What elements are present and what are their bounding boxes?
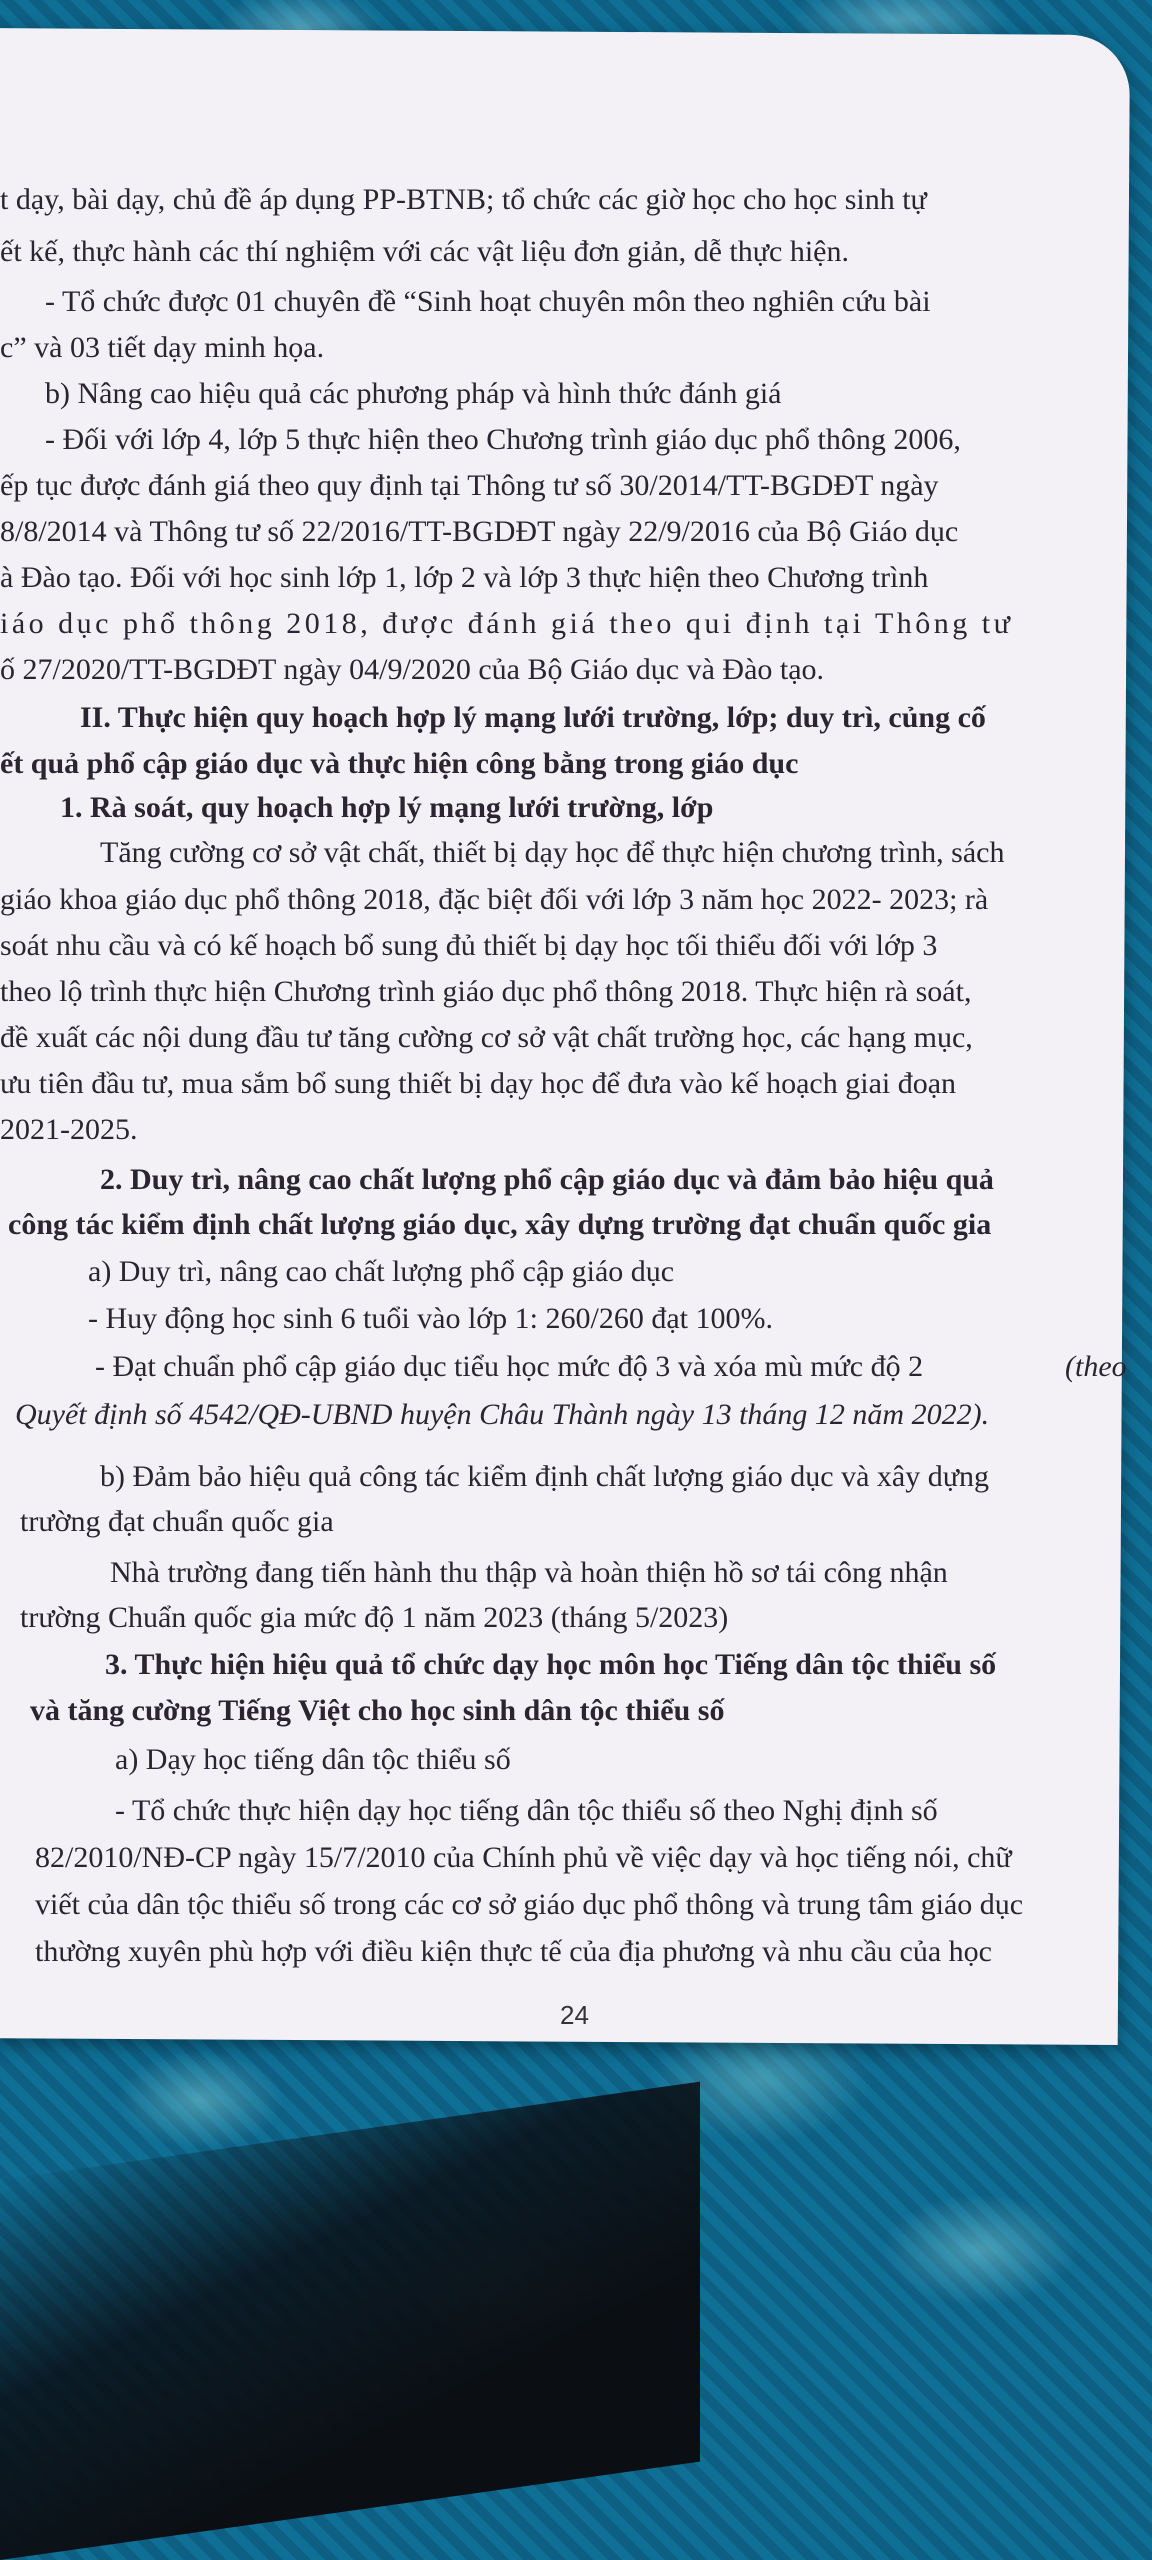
text-line: t dạy, bài dạy, chủ đề áp dụng PP-BTNB; tổ chức các giờ học cho học sinh tự [0,183,927,216]
text-line: soát nhu cầu và có kế hoạch bổ sung đủ thiết bị dạy học tối thiểu đối với lớp 3 [0,929,938,962]
section-heading: ết quả phổ cập giáo dục và thực hiện công bằng trong giáo dục [0,747,799,780]
text-line: - Tổ chức được 01 chuyên đề “Sinh hoạt chuyên môn theo nghiên cứu bài [45,285,931,318]
subsection-heading: 2. Duy trì, nâng cao chất lượng phổ cập giáo dục và đảm bảo hiệu quả [100,1163,994,1196]
text-line: a) Dạy học tiếng dân tộc thiểu số [115,1743,511,1776]
subsection-heading: công tác kiểm định chất lượng giáo dục, xây dựng trường đạt chuẩn quốc gia [8,1208,992,1241]
text-line: ưu tiên đầu tư, mua sắm bổ sung thiết bị dạy học để đưa vào kế hoạch giai đoạn [0,1067,957,1100]
text-line: - Tổ chức thực hiện dạy học tiếng dân tộc thiểu số theo Nghị định số [115,1794,938,1827]
subsection-heading: và tăng cường Tiếng Việt cho học sinh dân tộc thiểu số [30,1694,725,1727]
text-line: ếp tục được đánh giá theo quy định tại Thông tư số 30/2014/TT-BGDĐT ngày [0,469,939,502]
text-line: b) Đảm bảo hiệu quả công tác kiểm định chất lượng giáo dục và xây dựng [100,1460,989,1493]
text-line: 82/2010/NĐ-CP ngày 15/7/2010 của Chính phủ về việc dạy và học tiếng nói, chữ [35,1841,1012,1874]
text-line: viết của dân tộc thiểu số trong các cơ sở giáo dục phổ thông và trung tâm giáo dục [35,1888,1024,1921]
subsection-heading: 3. Thực hiện hiệu quả tổ chức dạy học môn học Tiếng dân tộc thiểu số [105,1648,997,1681]
text-line: Nhà trường đang tiến hành thu thập và hoàn thiện hồ sơ tái công nhận [110,1556,948,1589]
text-line: c” và 03 tiết dạy minh họa. [0,331,325,364]
text-line: trường đạt chuẩn quốc gia [20,1505,334,1538]
text-line: giáo khoa giáo dục phổ thông 2018, đặc biệt đối với lớp 3 năm học 2022- 2023; rà [0,883,989,916]
text-line: Tăng cường cơ sở vật chất, thiết bị dạy học để thực hiện chương trình, sách [100,836,1005,869]
section-heading: II. Thực hiện quy hoạch hợp lý mạng lưới trường, lớp; duy trì, củng cố [80,701,986,734]
text-line: - Huy động học sinh 6 tuổi vào lớp 1: 260/260 đạt 100%. [88,1302,773,1335]
text-line: iáo dục phổ thông 2018, được đánh giá theo qui định tại Thông tư [0,607,1014,640]
text-line: ố 27/2020/TT-BGDĐT ngày 04/9/2020 của Bộ Giáo dục và Đào tạo. [0,653,825,686]
text-line: Quyết định số 4542/QĐ-UBND huyện Châu Thành ngày 13 tháng 12 năm 2022). [15,1398,990,1431]
text-line: à Đào tạo. Đối với học sinh lớp 1, lớp 2 và lớp 3 thực hiện theo Chương trình [0,561,929,594]
text-line: trường Chuẩn quốc gia mức độ 1 năm 2023 (tháng 5/2023) [20,1601,729,1634]
subsection-heading: 1. Rà soát, quy hoạch hợp lý mạng lưới trường, lớp [60,791,714,824]
text-line: a) Duy trì, nâng cao chất lượng phổ cập giáo dục [88,1255,675,1288]
text-line: đề xuất các nội dung đầu tư tăng cường cơ sở vật chất trường học, các hạng mục, [0,1021,973,1054]
text-line: ết kế, thực hành các thí nghiệm với các vật liệu đơn giản, dễ thực hiện. [0,235,849,268]
text-line: (theo [1065,1350,1127,1383]
text-line: theo lộ trình thực hiện Chương trình giáo dục phổ thông 2018. Thực hiện rà soát, [0,975,972,1008]
text-line: thường xuyên phù hợp với điều kiện thực tế của địa phương và nhu cầu của học [35,1935,992,1968]
text-line: b) Nâng cao hiệu quả các phương pháp và hình thức đánh giá [45,377,782,410]
text-line: 8/8/2014 và Thông tư số 22/2016/TT-BGDĐT ngày 22/9/2016 của Bộ Giáo dục [0,515,959,548]
text-line: 2021-2025. [0,1113,138,1146]
page-number: 24 [560,2000,589,2030]
text-line: - Đối với lớp 4, lớp 5 thực hiện theo Chương trình giáo dục phổ thông 2006, [45,423,961,456]
text-line: - Đạt chuẩn phổ cập giáo dục tiểu học mức độ 3 và xóa mù mức độ 2 [95,1350,924,1383]
